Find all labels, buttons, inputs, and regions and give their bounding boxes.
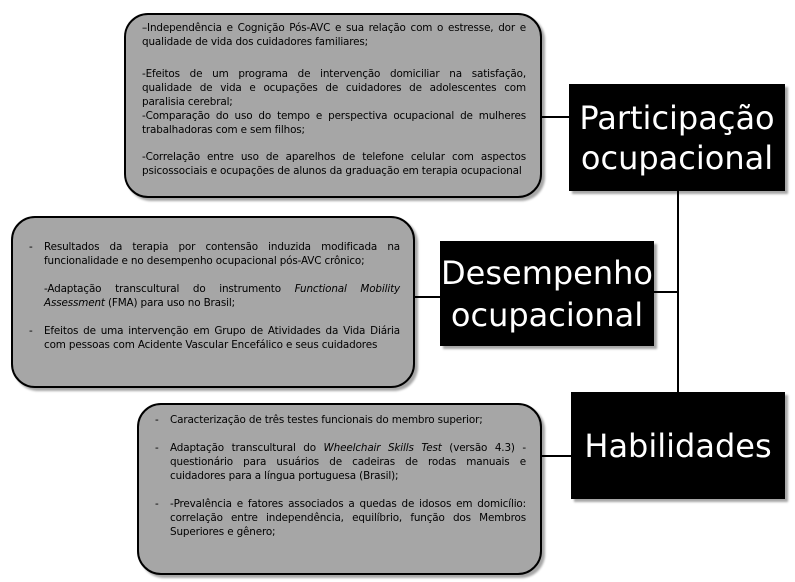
desempenho-title-line2: ocupacional [450,295,644,334]
connector-participacao [541,116,571,118]
connector-desempenho [414,296,440,298]
habilidades-item-2 [170,441,526,483]
connector-habilidades [541,455,571,457]
habilidades-item-2-a: Adaptação transcultural do [170,442,324,454]
participacao-item-4: -Correlação entre uso de aparelhos de telefone celular com aspectos psicossociais e ocupações de alunos da graduação em terapia ocupacional [142,151,526,177]
participacao-title-line1: Participação [579,98,775,137]
desempenho-box [11,216,415,388]
desempenho-item-2-italic: Functional Mobility Assessment [44,283,400,309]
habilidades-title: Habilidades [584,426,772,465]
connector-desempenho-right [654,291,678,293]
desempenho-label [440,241,654,346]
habilidades-bullet-1: - [155,414,159,426]
participacao-box [124,13,542,198]
desempenho-bullet-3: - [29,325,33,337]
habilidades-bullet-2: - [155,442,159,454]
participacao-label [569,84,785,191]
participacao-item-3: -Comparação do uso do tempo e perspectiva ocupacional de mulheres trabalhadoras com e sem filhos; [142,110,526,136]
habilidades-item-3: -Prevalência e fatores associados a quedas de idosos em domicílio: correlação entre independência, equilíbrio, função dos Membros Superiores e gênero; [170,498,526,538]
participacao-item-2: -Efeitos de um programa de intervenção domiciliar na satisfação, qualidade de vida e ocupações de cuidadores de adolescentes com paralisia cerebral; [142,68,526,108]
habilidades-box [137,403,542,575]
desempenho-title-line1: Desempenho [441,253,653,292]
participacao-item-1: –Independência e Cognição Pós-AVC e sua relação com o estresse, dor e qualidade de vida dos cuidadores familiares; [142,22,526,48]
desempenho-bullet-1: - [29,241,33,253]
desempenho-item-2-b: (FMA) para uso no Brasil; [104,297,235,309]
participacao-title-line2: ocupacional [580,138,774,177]
habilidades-item-2-italic: Wheelchair Skills Test [323,442,442,454]
habilidades-label [571,392,785,499]
habilidades-bullet-3: - [155,498,159,510]
desempenho-item-3: Efeitos de uma intervenção em Grupo de Atividades da Vida Diária com pessoas com Acidente Vascular Encefálico e seus cuidadores [44,325,400,351]
desempenho-item-2-a: -Adaptação transcultural do instrumento [44,283,295,295]
habilidades-item-2-b: (versão 4.3) - questionário para usuários de cadeiras de rodas manuais e cuidadores para a língua portuguesa (Brasil); [170,442,526,482]
habilidades-item-1: Caracterização de três testes funcionais do membro superior; [170,414,483,426]
desempenho-item-2 [44,282,400,310]
desempenho-item-1: Resultados da terapia por contensão induzida modificada na funcionalidade e no desempenho ocupacional pós-AVC crônico; [44,241,400,267]
